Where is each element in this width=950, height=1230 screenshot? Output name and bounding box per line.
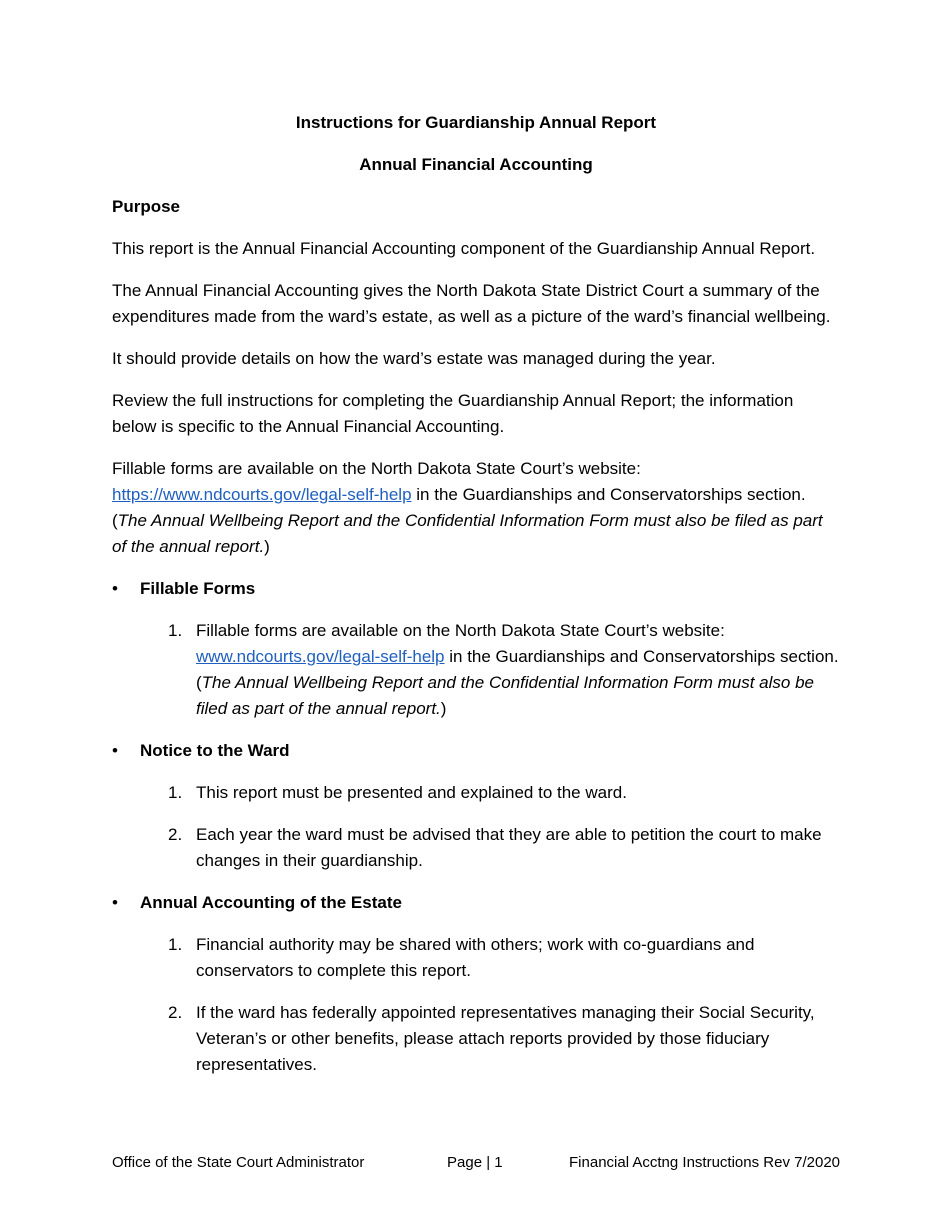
accounting-heading: Annual Accounting of the Estate [140,893,402,912]
item-number: 2. [168,825,183,844]
bullet-fillable-forms [112,576,840,602]
document-title: Instructions for Guardianship Annual Report [295,113,657,132]
fillable-item-1-italic-note: The Annual Wellbeing Report and the Confidential Information Form must also be filed as part of the annual report. [196,673,815,718]
bullet-icon: • [112,893,118,912]
paragraph-2: The Annual Financial Accounting gives the North Dakota State District Court a summary of the expenditures made from the ward’s estate, as well as a picture of the ward’s financial wellbeing. [112,281,831,326]
notice-item-2 [112,822,840,874]
paragraph-5-italic-note: The Annual Wellbeing Report and the Confidential Information Form must also be filed as part of the annual report. [112,511,823,556]
footer-revision: Financial Acctng Instructions Rev 7/2020 [569,1154,840,1171]
paragraph-5-open-paren: ( [112,511,118,530]
bullet-icon: • [112,741,118,760]
paragraph-5-intro: Fillable forms are available on the North Dakota State Court’s website: [112,459,641,478]
purpose-heading: Purpose [112,197,181,216]
fillable-item-1-close: ) [440,699,447,718]
bullet-notice-to-ward [112,738,840,764]
item-number: 2. [168,1003,183,1022]
document-page [112,110,840,1094]
fillable-item-1-intro: Fillable forms are available on the North Dakota State Court’s website: [196,621,725,640]
notice-heading: Notice to the Ward [140,741,290,760]
item-number: 1. [168,935,183,954]
accounting-item-1-text: Financial authority may be shared with others; work with co-guardians and conservators to complete this report. [196,935,755,980]
item-number: 1. [168,621,183,640]
paragraph-5-after: in the Guardianships and Conservatorships section. [411,485,806,504]
ndcourts-link[interactable]: www.ndcourts.gov/legal-self-help [196,647,445,666]
paragraph-1: This report is the Annual Financial Accounting component of the Guardianship Annual Report. [112,239,816,258]
accounting-item-1 [112,932,840,984]
fillable-forms-item-1 [112,618,840,722]
paragraph-5 [112,456,840,560]
accounting-item-2 [112,1000,840,1078]
document-subtitle: Annual Financial Accounting [359,155,593,174]
bullet-icon: • [112,579,118,598]
fillable-forms-heading: Fillable Forms [140,579,256,598]
footer-office: Office of the State Court Administrator [112,1154,365,1171]
bullet-annual-accounting [112,890,840,916]
item-number: 1. [168,783,183,802]
footer-page-number: Page | 1 [447,1154,503,1171]
fillable-item-1-after: in the Guardianships and Conservatorships section. ( [196,647,839,692]
notice-item-2-text: Each year the ward must be advised that they are able to petition the court to make changes in their guardianship. [196,825,822,870]
page-footer [112,1152,840,1174]
notice-item-1 [112,780,840,806]
notice-item-1-text: This report must be presented and explained to the ward. [196,783,627,802]
paragraph-5-close-paren: ) [264,537,270,556]
paragraph-3: It should provide details on how the ward’s estate was managed during the year. [112,349,716,368]
paragraph-4: Review the full instructions for completing the Guardianship Annual Report; the information below is specific to the Annual Financial Accounting. [112,391,794,436]
accounting-item-2-text: If the ward has federally appointed representatives managing their Social Security, Veteran’s or other benefits, please attach reports provided by those fiduciary representatives. [196,1003,815,1074]
legal-self-help-link[interactable]: https://www.ndcourts.gov/legal-self-help [112,485,412,504]
